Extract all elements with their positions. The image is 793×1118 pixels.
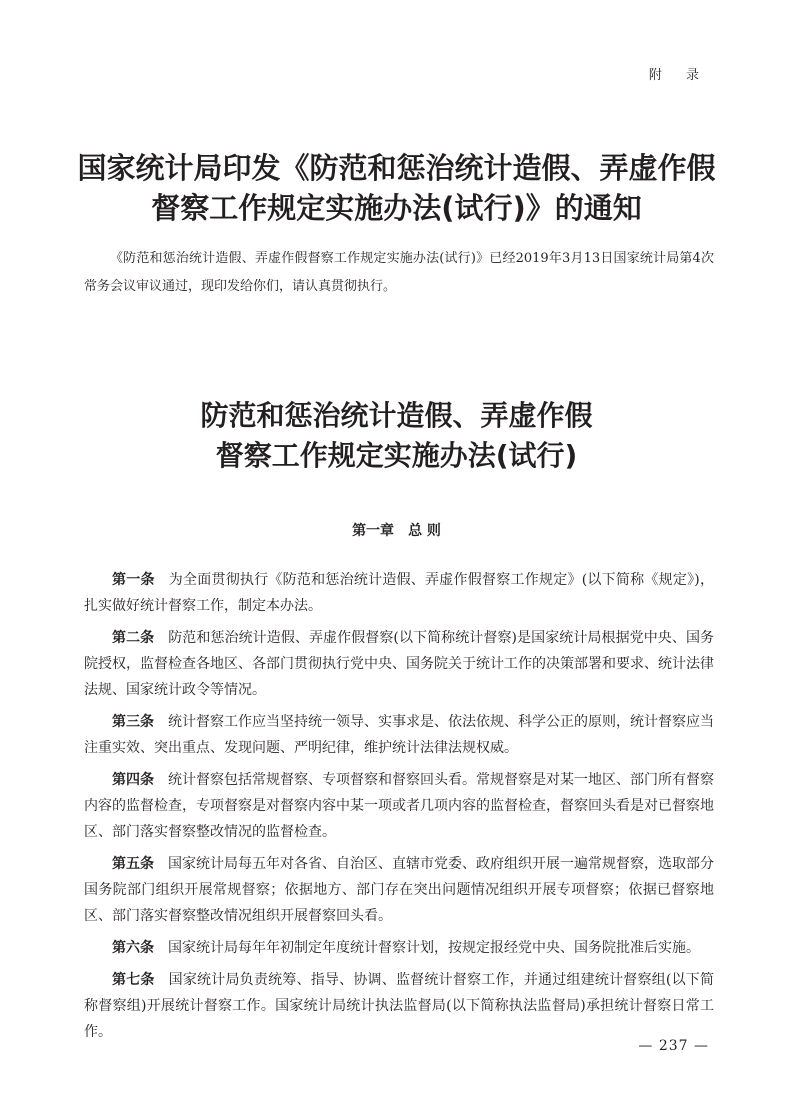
article-text: 国家统计局每五年对各省、自治区、直辖市党委、政府组织开展一遍常规督察，选取部分国务院部门组织开展常规督察；依据地方、部门存在突出问题情况组织开展专项督察；依据已督察地区、部门落实督察整改情况组织开展督察回头看。 bbox=[84, 856, 714, 924]
article-number: 第七条 bbox=[112, 972, 155, 988]
main-title bbox=[0, 148, 793, 228]
chapter-title: 总 则 bbox=[408, 523, 441, 539]
main-title-line-1: 国家统计局印发《防范和惩治统计造假、弄虚作假 bbox=[77, 151, 716, 185]
article-text: 国家统计局负责统筹、指导、协调、监督统计督察工作，并通过组建统计督察组(以下简称督察组)开展统计督察工作。国家统计局统计执法监督局(以下简称执法监督局)承担统计督察日常工作。 bbox=[84, 972, 714, 1040]
article-number: 第二条 bbox=[112, 630, 155, 646]
article bbox=[84, 851, 714, 929]
article-number: 第五条 bbox=[112, 856, 154, 872]
running-head: 附 录 bbox=[648, 68, 709, 83]
article bbox=[84, 625, 714, 703]
document-title-line-2: 督察工作规定实施办法(试行) bbox=[215, 439, 578, 472]
notice-paragraph: 《防范和惩治统计造假、弄虚作假督察工作规定实施办法(试行)》已经2019年3月13日国家统计局第4次常务会议审议通过，现印发给你们，请认真贯彻执行。 bbox=[84, 251, 714, 294]
article-text: 为全面贯彻执行《防范和惩治统计造假、弄虚作假督察工作规定》(以下简称《规定》)，扎实做好统计督察工作，制定本办法。 bbox=[84, 572, 715, 614]
document-title bbox=[0, 396, 793, 476]
main-title-line-2: 督察工作规定实施办法(试行)》的通知 bbox=[151, 191, 642, 225]
article bbox=[84, 967, 714, 1045]
article-text: 国家统计局每年年初制定年度统计督察计划，按规定报经党中央、国务院批准后实施。 bbox=[168, 940, 700, 956]
article bbox=[84, 567, 714, 619]
article bbox=[84, 767, 714, 845]
page-number: — 237 — bbox=[638, 1038, 709, 1054]
article-number: 第一条 bbox=[112, 572, 155, 588]
chapter-heading bbox=[0, 520, 793, 540]
article-text: 统计督察工作应当坚持统一领导、实事求是、依法依规、科学公正的原则，统计督察应当注重实效、突出重点、发现问题、严明纪律，维护统计法律法规权威。 bbox=[84, 714, 714, 756]
article bbox=[84, 935, 714, 961]
articles bbox=[84, 567, 714, 1051]
document-title-line-1: 防范和惩治统计造假、弄虚作假 bbox=[200, 399, 593, 432]
article-number: 第六条 bbox=[112, 940, 154, 956]
chapter-number: 第一章 bbox=[352, 523, 395, 539]
article-number: 第三条 bbox=[112, 714, 154, 730]
article bbox=[84, 709, 714, 761]
article-text: 统计督察包括常规督察、专项督察和督察回头看。常规督察是对某一地区、部门所有督察内容的监督检查，专项督察是对督察内容中某一项或者几项内容的监督检查，督察回头看是对已督察地区、部门落实督察整改情况的监督检查。 bbox=[84, 772, 714, 840]
article-text: 防范和惩治统计造假、弄虚作假督察(以下简称统计督察)是国家统计局根据党中央、国务院授权，监督检查各地区、各部门贯彻执行党中央、国务院关于统计工作的决策部署和要求、统计法律法规、国家统计政令等情况。 bbox=[84, 630, 715, 698]
article-number: 第四条 bbox=[112, 772, 154, 788]
